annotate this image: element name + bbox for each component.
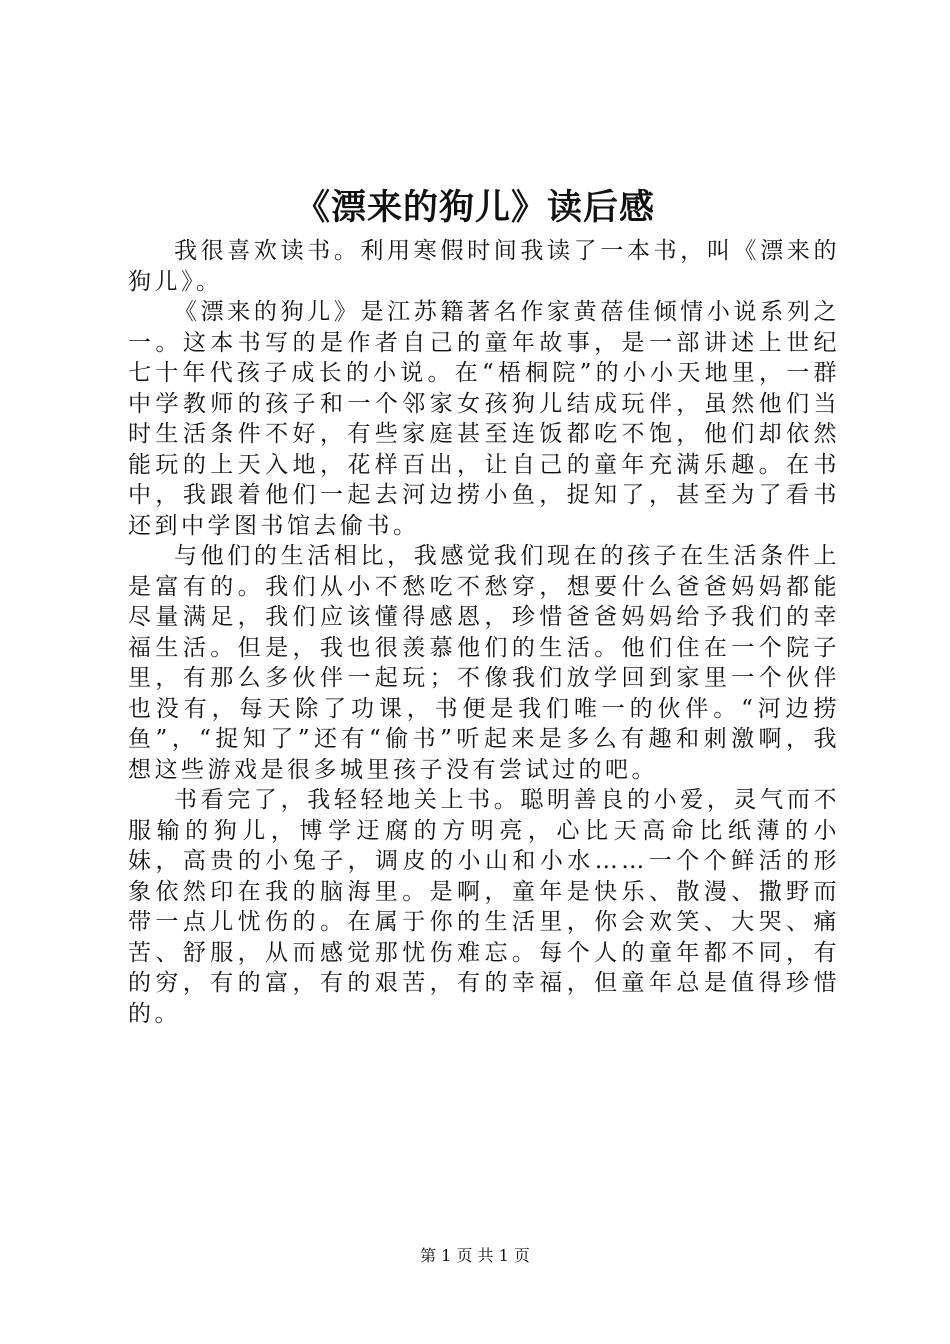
paragraph-3: 与他们的生活相比，我感觉我们现在的孩子在生活条件上是富有的。我们从小不愁吃不愁穿，想要什么爸爸妈妈都能尽量满足，我们应该懂得感恩，珍惜爸爸妈妈给予我们的幸福生活。但是，我也很羡慕他们的生活。他们住在一个院子里，有那么多伙伴一起玩；不像我们放学回到家里一个伙伴也没有，每天除了功课，书便是我们唯一的伙伴。“河边捞鱼”，“捉知了”还有“偷书”听起来是多么有趣和刺激啊，我想这些游戏是很多城里孩子没有尝试过的吧。 — [128, 543, 840, 783]
page-number-footer: 第 1 页 共 1 页 — [420, 1246, 530, 1265]
page-title: 《漂来的狗儿》读后感 — [294, 187, 655, 228]
paragraph-4: 书看完了，我轻轻地关上书。聪明善良的小爱，灵气而不服输的狗儿，博学迂腐的方明亮，心比天高命比纸薄的小妹，高贵的小兔子，调皮的小山和小水……一个个鲜活的形象依然印在我的脑海里。是啊，童年是快乐、散漫、撒野而带一点儿忧伤的。在属于你的生活里，你会欢笑、大哭、痛苦、舒服，从而感觉那忧伤难忘。每个人的童年都不同，有的穷，有的富，有的艰苦，有的幸福，但童年总是值得珍惜的。 — [128, 787, 840, 1027]
paragraph-1: 我很喜欢读书。利用寒假时间我读了一本书，叫《漂来的狗儿》。 — [128, 238, 840, 295]
paragraph-2: 《漂来的狗儿》是江苏籍著名作家黄蓓佳倾情小说系列之一。这本书写的是作者自己的童年故事，是一部讲述上世纪七十年代孩子成长的小说。在“梧桐院”的小小天地里，一群中学教师的孩子和一个邻家女孩狗儿结成玩伴，虽然他们当时生活条件不好，有些家庭甚至连饭都吃不饱，他们却依然能玩的上天入地，花样百出，让自己的童年充满乐趣。在书中，我跟着他们一起去河边捞小鱼，捉知了，甚至为了看书还到中学图书馆去偷书。 — [128, 299, 840, 539]
document-body — [128, 236, 840, 1029]
